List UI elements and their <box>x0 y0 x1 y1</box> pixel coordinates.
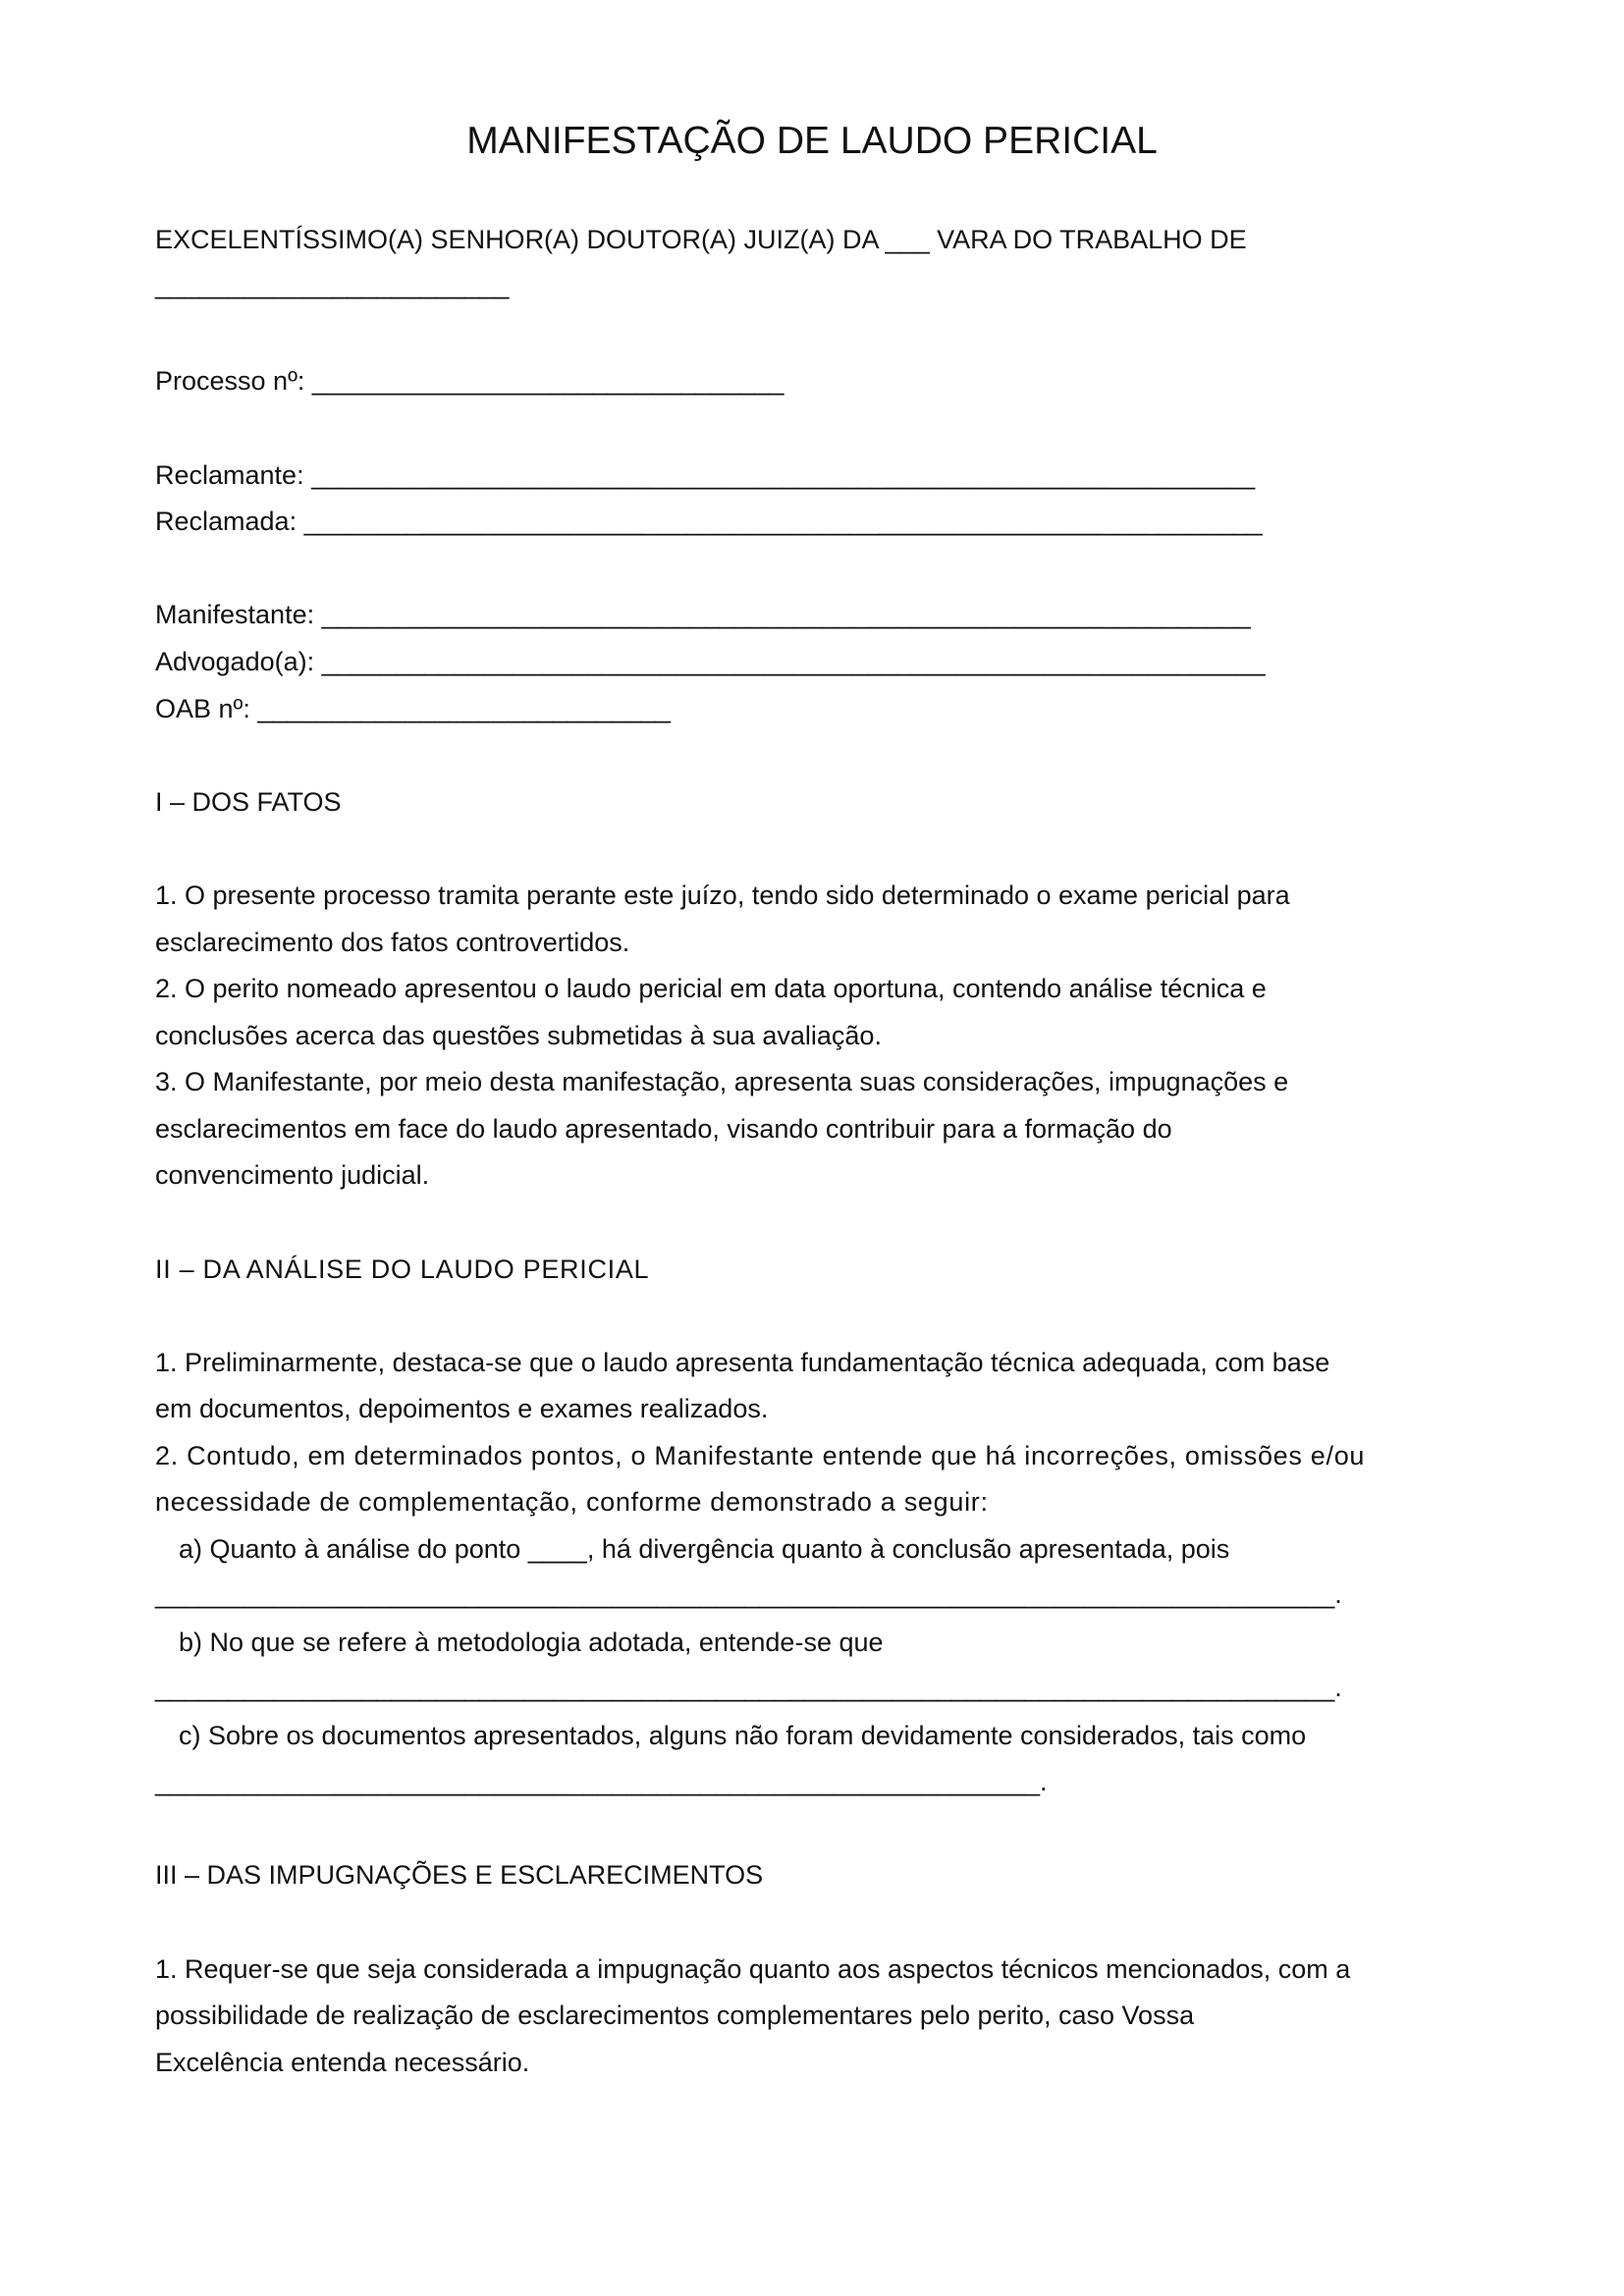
oab-field: OAB nº: ____________________________ <box>155 694 671 723</box>
paragraph-line: possibilidade de realização de esclarecimentos complementares pelo perito, caso Vossa <box>155 2001 1195 2030</box>
item-b-line: b) No que se refere à metodologia adotada, entende-se que <box>179 1628 884 1657</box>
blank-line: ____________________________________________________________. <box>155 1767 1048 1796</box>
reclamante-field: Reclamante: ________________________________________________________________ <box>155 460 1256 490</box>
paragraph-line: conclusões acerca das questões submetidas à sua avaliação. <box>155 1021 882 1050</box>
section-heading-fatos: I – DOS FATOS <box>155 787 342 817</box>
paragraph-line: 3. O Manifestante, por meio desta manifestação, apresenta suas considerações, impugnações e <box>155 1067 1289 1096</box>
section-heading-analise: II – DA ANÁLISE DO LAUDO PERICIAL <box>155 1255 650 1284</box>
paragraph-line: necessidade de complementação, conforme demonstrado a seguir: <box>155 1487 989 1517</box>
paragraph-line: 2. O perito nomeado apresentou o laudo pericial em data oportuna, contendo análise técnica e <box>155 974 1267 1003</box>
paragraph-line: esclarecimento dos fatos controvertidos. <box>155 928 630 957</box>
item-a-line: a) Quanto à análise do ponto ____, há divergência quanto à conclusão apresentada, pois <box>179 1534 1230 1564</box>
addressee-line-1: EXCELENTÍSSIMO(A) SENHOR(A) DOUTOR(A) JUIZ(A) DA ___ VARA DO TRABALHO DE <box>155 225 1247 254</box>
paragraph-line: Excelência entenda necessário. <box>155 2048 530 2077</box>
paragraph-line: 1. Preliminarmente, destaca-se que o laudo apresenta fundamentação técnica adequada, com base <box>155 1348 1330 1377</box>
manifestante-field: Manifestante: _______________________________________________________________ <box>155 600 1251 629</box>
document-title: MANIFESTAÇÃO DE LAUDO PERICIAL <box>466 120 1158 162</box>
processo-field: Processo nº: ________________________________ <box>155 366 785 396</box>
paragraph-line: 2. Contudo, em determinados pontos, o Manifestante entende que há incorreções, omissões e/ou <box>155 1441 1366 1470</box>
paragraph-line: em documentos, depoimentos e exames realizados. <box>155 1394 769 1423</box>
reclamada-field: Reclamada: _________________________________________________________________ <box>155 507 1263 536</box>
blank-line: ________________________________________________________________________________. <box>155 1579 1342 1609</box>
blank-line: ________________________________________________________________________________. <box>155 1673 1342 1702</box>
addressee-line-2: ________________________ <box>155 270 510 299</box>
paragraph-line: 1. O presente processo tramita perante este juízo, tendo sido determinado o exame pericial para <box>155 881 1290 910</box>
item-c-line: c) Sobre os documentos apresentados, alguns não foram devidamente considerados, tais como <box>179 1721 1307 1750</box>
advogado-field: Advogado(a): ________________________________________________________________ <box>155 647 1266 676</box>
paragraph-line: esclarecimentos em face do laudo apresentado, visando contribuir para a formação do <box>155 1114 1172 1144</box>
section-heading-impugnacoes: III – DAS IMPUGNAÇÕES E ESCLARECIMENTOS <box>155 1860 764 1890</box>
paragraph-line: 1. Requer-se que seja considerada a impugnação quanto aos aspectos técnicos mencionados, com a <box>155 1954 1351 1984</box>
paragraph-line: convencimento judicial. <box>155 1160 430 1190</box>
